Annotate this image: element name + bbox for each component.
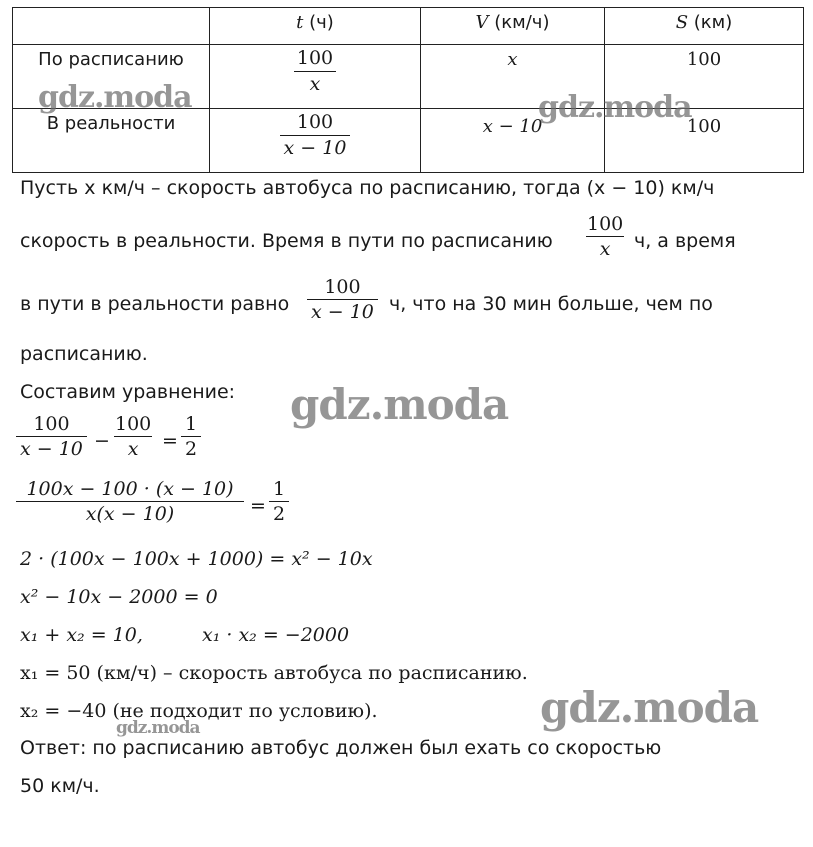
row-time-cell [210,109,421,173]
row-time-num: 100 [296,47,334,69]
table-header-row [13,8,804,45]
paragraph-line-3a: в пути в реальности равно [20,293,290,315]
row-speed-cell: x [421,45,605,109]
paragraph-line-1: Пусть x км/ч – скорость автобуса по расписанию, тогда (x − 10) км/ч [20,177,715,199]
eq1-fraction-1 [16,412,87,461]
fraction-num: 100 [324,276,361,298]
row-time-den: x − 10 [280,135,351,161]
header-time [210,8,421,45]
paragraph-line-3b: ч, что на 30 мин больше, чем по [389,293,713,315]
watermark: gdz.moda [290,380,509,429]
eq4: x² − 10x − 2000 = 0 [20,586,218,608]
inline-fraction-scheduled [583,212,627,261]
header-distance-unit: (км) [693,12,733,33]
eq2-equals: = [250,495,266,517]
fraction-den: x [586,236,625,261]
eq3: 2 · (100x − 100x + 1000) = x² − 10x [20,548,373,570]
inline-fraction-real [307,275,378,324]
fraction-den: x(x − 10) [16,501,244,526]
watermark: gdz.moda [38,80,192,115]
eq6: x₁ = 50 (км/ч) – скорость автобуса по расписанию. [20,662,528,684]
answer-line-2: 50 км/ч. [20,775,100,797]
eq2-fraction-right [269,477,289,526]
eq5-sum: x₁ + x₂ = 10, [20,624,143,646]
answer-line-1: Ответ: по расписанию автобус должен был ехать со скоростью [20,737,662,759]
fraction-den: x − 10 [307,299,378,324]
eq5-product: x₁ · x₂ = −2000 [202,624,350,646]
fraction-den: x [114,436,153,461]
fraction-den: x − 10 [16,436,87,461]
header-speed-unit: (км/ч) [494,12,550,33]
header-distance-var: S [675,12,689,33]
paragraph-line-5: Составим уравнение: [20,381,236,403]
eq1-equals: = [162,430,178,452]
paragraph-line-2a: скорость в реальности. Время в пути по расписанию [20,230,553,252]
row-distance-cell: 100 [605,45,804,109]
row-label: По расписанию [13,45,210,109]
fraction-den: 2 [269,501,289,526]
fraction-den: 2 [181,436,201,461]
watermark: gdz.moda [538,90,692,125]
eq7: x₂ = −40 (не подходит по условию). [20,700,378,722]
header-speed-var: V [475,12,489,33]
row-time-cell [210,45,421,109]
fraction-num: 100 [587,213,624,235]
paragraph-line-4: расписанию. [20,343,148,365]
fraction-num: 100x − 100 · (x − 10) [26,478,234,500]
paragraph-line-2b: ч, а время [634,230,736,252]
header-time-var: t [296,12,304,33]
eq1-fraction-3 [181,412,201,461]
header-distance [605,8,804,45]
row-time-num: 100 [296,111,334,133]
eq1-fraction-2 [111,412,155,461]
row-speed-cell: x − 10 [421,109,605,173]
eq1-minus: − [94,430,110,452]
watermark: gdz.moda [540,683,759,732]
fraction-num: 100 [115,413,152,435]
fraction-num: 1 [185,413,198,435]
header-blank [13,8,210,45]
watermark: gdz.moda [116,718,200,738]
fraction-num: 100 [33,413,70,435]
header-speed [421,8,605,45]
row-distance-cell: 100 [605,109,804,173]
header-time-unit: (ч) [309,12,334,33]
row-time-den: x [294,71,337,97]
eq2-fraction-left [16,477,244,526]
row-label: В реальности [13,109,210,173]
fraction-num: 1 [273,478,286,500]
